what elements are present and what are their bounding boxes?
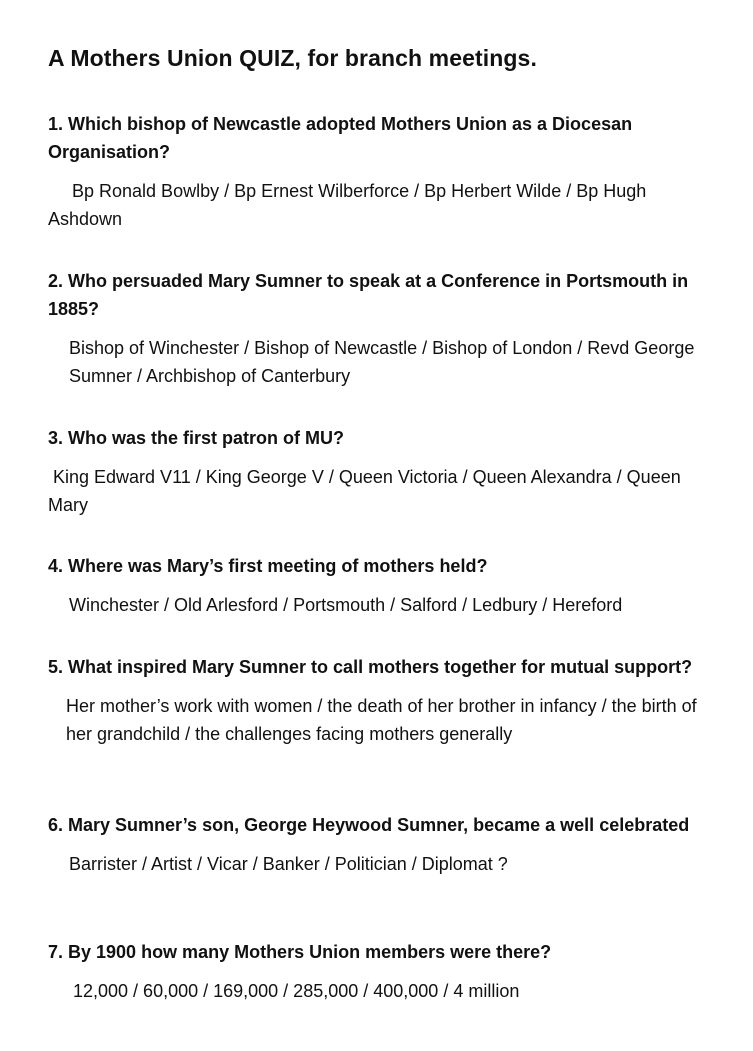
question-text: 6. Mary Sumner’s son, George Heywood Sumner, became a well celebrated <box>48 815 690 835</box>
question-text: 2. Who persuaded Mary Sumner to speak at a Conference in Portsmouth in 1885? <box>48 271 689 319</box>
question-block-1 <box>48 110 713 233</box>
answer-options: 12,000 / 60,000 / 169,000 / 285,000 / 400,000 / 4 million <box>73 981 520 1001</box>
question-block-6 <box>48 811 713 878</box>
answer-options: Barrister / Artist / Vicar / Banker / Politician / Diplomat ? <box>69 854 508 874</box>
question-block-3 <box>48 424 713 519</box>
question-block-5 <box>48 653 713 748</box>
question-block-4 <box>48 552 713 619</box>
question-text: 1. Which bishop of Newcastle adopted Mothers Union as a Diocesan Organisation? <box>48 114 633 162</box>
question-text: 4. Where was Mary’s first meeting of mothers held? <box>48 556 488 576</box>
question-text: 5. What inspired Mary Sumner to call mothers together for mutual support? <box>48 657 693 677</box>
page-title: A Mothers Union QUIZ, for branch meetings. <box>48 45 537 71</box>
answer-options: King Edward V11 / King George V / Queen Victoria / Queen Alexandra / Queen Mary <box>48 467 681 515</box>
answer-options: Winchester / Old Arlesford / Portsmouth / Salford / Ledbury / Hereford <box>69 595 623 615</box>
question-text: 3. Who was the first patron of MU? <box>48 428 344 448</box>
question-block-2 <box>48 267 713 390</box>
answer-options: Her mother’s work with women / the death of her brother in infancy / the birth of her grandchild / the challenges facing mothers generally <box>66 696 697 744</box>
answer-options: Bishop of Winchester / Bishop of Newcastle / Bishop of London / Revd George Sumner / Archbishop of Canterbury <box>69 338 695 386</box>
question-text: 7. By 1900 how many Mothers Union members were there? <box>48 942 552 962</box>
question-block-7 <box>48 938 713 1005</box>
answer-options: Bp Ronald Bowlby / Bp Ernest Wilberforce / Bp Herbert Wilde / Bp Hugh Ashdown <box>48 181 647 229</box>
